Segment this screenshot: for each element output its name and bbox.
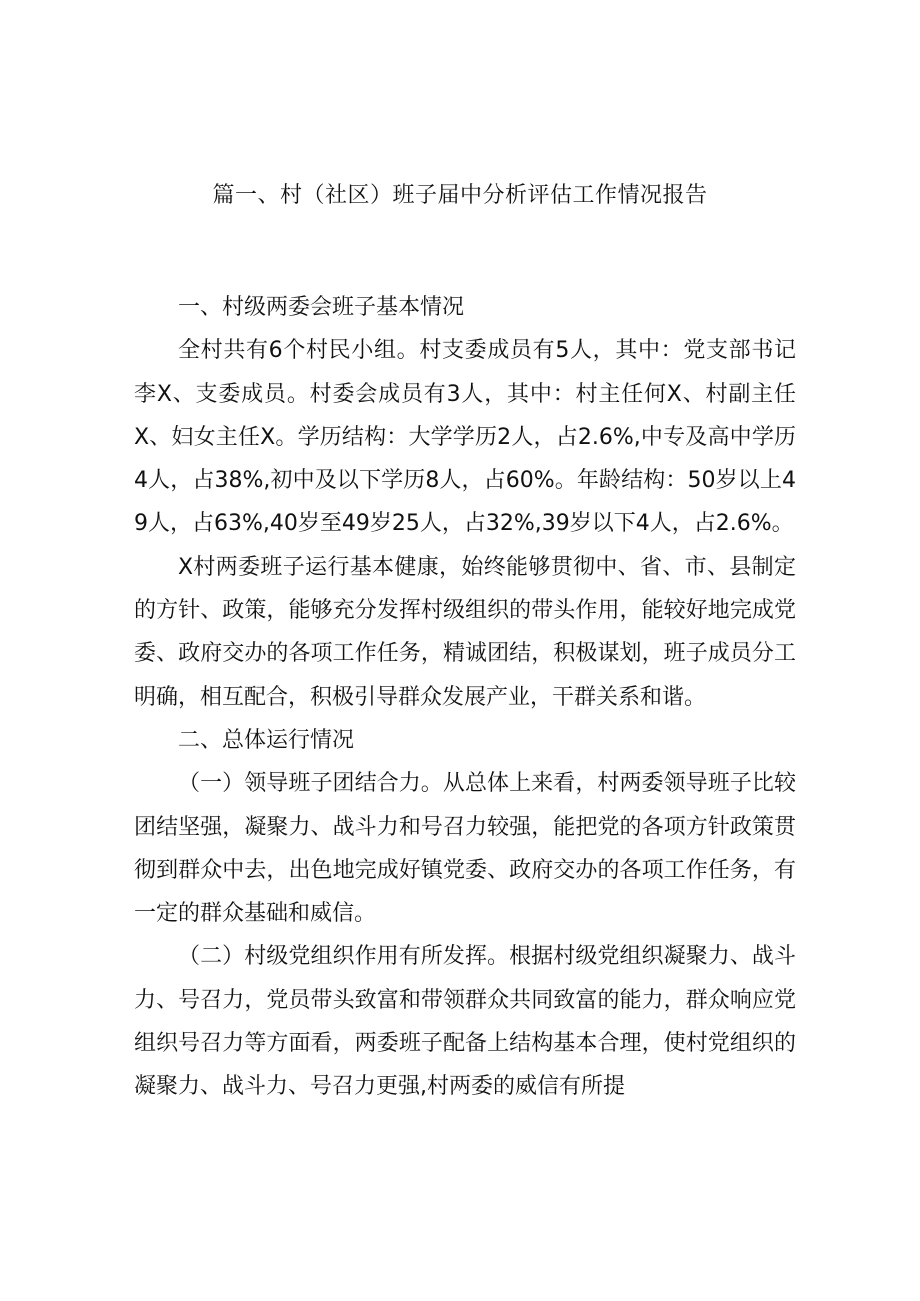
paragraph-team-operation: X村两委班子运行基本健康，始终能够贯彻中、省、市、县制定的方针、政策，能够充分发挥村级组织的带头作用，能较好地完成党委、政府交办的各项工作任务，精诚团结，积极谋划，班子成员分工明确，相互配合，积极引导群众发展产业，干群关系和谐。 — [134, 554, 796, 710]
section-heading-overall-operation: 二、总体运行情况 — [178, 727, 355, 753]
section-heading-basic-info: 一、村级两委会班子基本情况 — [178, 295, 465, 320]
document-body — [134, 286, 796, 1109]
document-title: 篇一、村（社区）班子届中分析评估工作情况报告 — [212, 183, 708, 208]
paragraph-member-structure: 全村共有6个村民小组。村支委成员有5人，其中：党支部书记李X、支委成员。村委会成员有3人，其中：村主任何X、村副主任X、妇女主任X。学历结构：大学学历2人，占2.6%,中专及高中学历4人，占38%,初中及以下学历8人，占60%。年龄结构：50岁以上49人，占63%,40岁至49岁25人，占32%,39岁以下4人，占2.6%。 — [134, 338, 796, 537]
paragraph-leadership-unity: （一）领导班子团结合力。从总体上来看，村两委领导班子比较团结坚强，凝聚力、战斗力和号召力较强，能把党的各项方针政策贯彻到群众中去，出色地完成好镇党委、政府交办的各项工作任务，有一定的群众基础和威信。 — [134, 771, 796, 927]
paragraph-party-organization-role: （二）村级党组织作用有所发挥。根据村级党组织凝聚力、战斗力、号召力，党员带头致富和带领群众共同致富的能力，群众响应党组织号召力等方面看，两委班子配备上结构基本合理，使村党组织的凝聚力、战斗力、号召力更强,村两委的威信有所提 — [134, 944, 796, 1100]
